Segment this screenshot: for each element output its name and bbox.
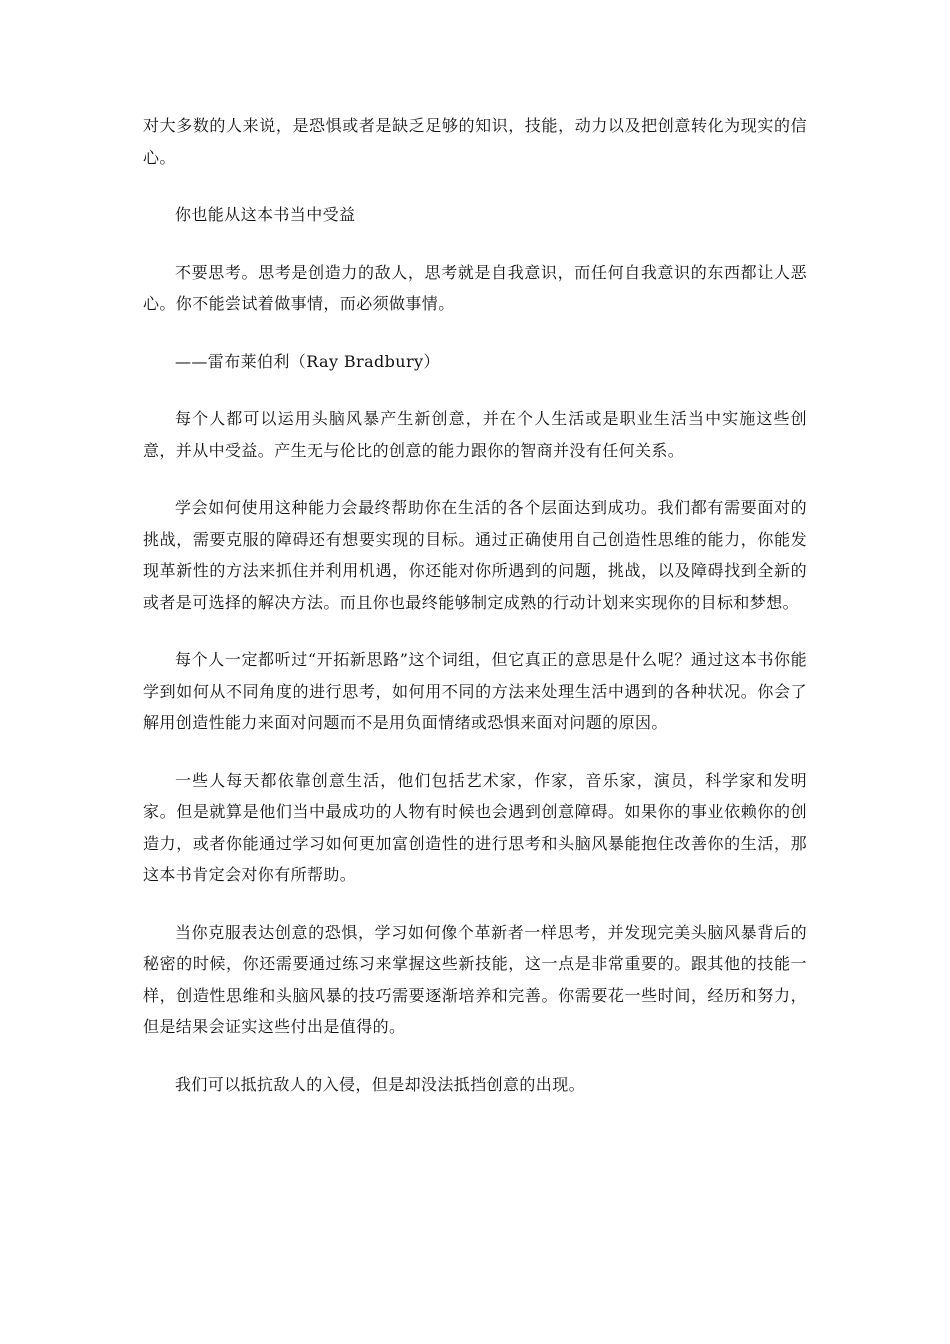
paragraph-3: 每个人一定都听过“开拓新思路”这个词组，但它真正的意思是什么呢？通过这本书你能学到如何从不同角度的进行思考，如何用不同的方法来处理生活中遇到的各种状况。你会了解用创造性能力来面对问题而不是用负面情绪或恐惧来面对问题的原因。 (143, 650, 807, 732)
quote-text: 不要思考。思考是创造力的敌人，思考就是自我意识，而任何自我意识的东西都让人恶心。你不能尝试着做事情，而必须做事情。 (143, 262, 807, 313)
section-heading: 你也能从这本书当中受益 (175, 205, 356, 224)
document-page (143, 110, 807, 1100)
quote-attribution: ——雷布莱伯利（Ray Bradbury） (175, 351, 440, 371)
paragraph-1: 每个人都可以运用头脑风暴产生新创意，并在个人生活或是职业生活当中实施这些创意，并从中受益。产生无与伦比的创意的能力跟你的智商并没有任何关系。 (143, 409, 807, 460)
paragraph-4: 一些人每天都依靠创意生活，他们包括艺术家，作家，音乐家，演员，科学家和发明家。但是就算是他们当中最成功的人物有时候也会遇到创意障碍。如果你的事业依赖你的创造力，或者你能通过学习如何更加富创造性的进行思考和头脑风暴能抱住改善你的生活，那这本书肯定会对你有所帮助。 (143, 770, 807, 884)
paragraph-intro: 对大多数的人来说，是恐惧或者是缺乏足够的知识，技能，动力以及把创意转化为现实的信心。 (143, 116, 807, 167)
paragraph-5: 当你克服表达创意的恐惧，学习如何像个革新者一样思考，并发现完美头脑风暴背后的秘密的时候，你还需要通过练习来掌握这些新技能，这一点是非常重要的。跟其他的技能一样，创造性思维和头脑风暴的技巧需要逐渐培养和完善。你需要花一些时间，经历和努力，但是结果会证实这些付出是值得的。 (143, 922, 807, 1036)
paragraph-closing: 我们可以抵抗敌人的入侵，但是却没法抵挡创意的出现。 (175, 1074, 586, 1094)
paragraph-2: 学会如何使用这种能力会最终帮助你在生活的各个层面达到成功。我们都有需要面对的挑战，需要克服的障碍还有想要实现的目标。通过正确使用自己创造性思维的能力，你能发现革新性的方法来抓住并利用机遇，你还能对你所遇到的问题，挑战，以及障碍找到全新的或者是可选择的解决方法。而且你也最终能够制定成熟的行动计划来实现你的目标和梦想。 (143, 498, 807, 612)
